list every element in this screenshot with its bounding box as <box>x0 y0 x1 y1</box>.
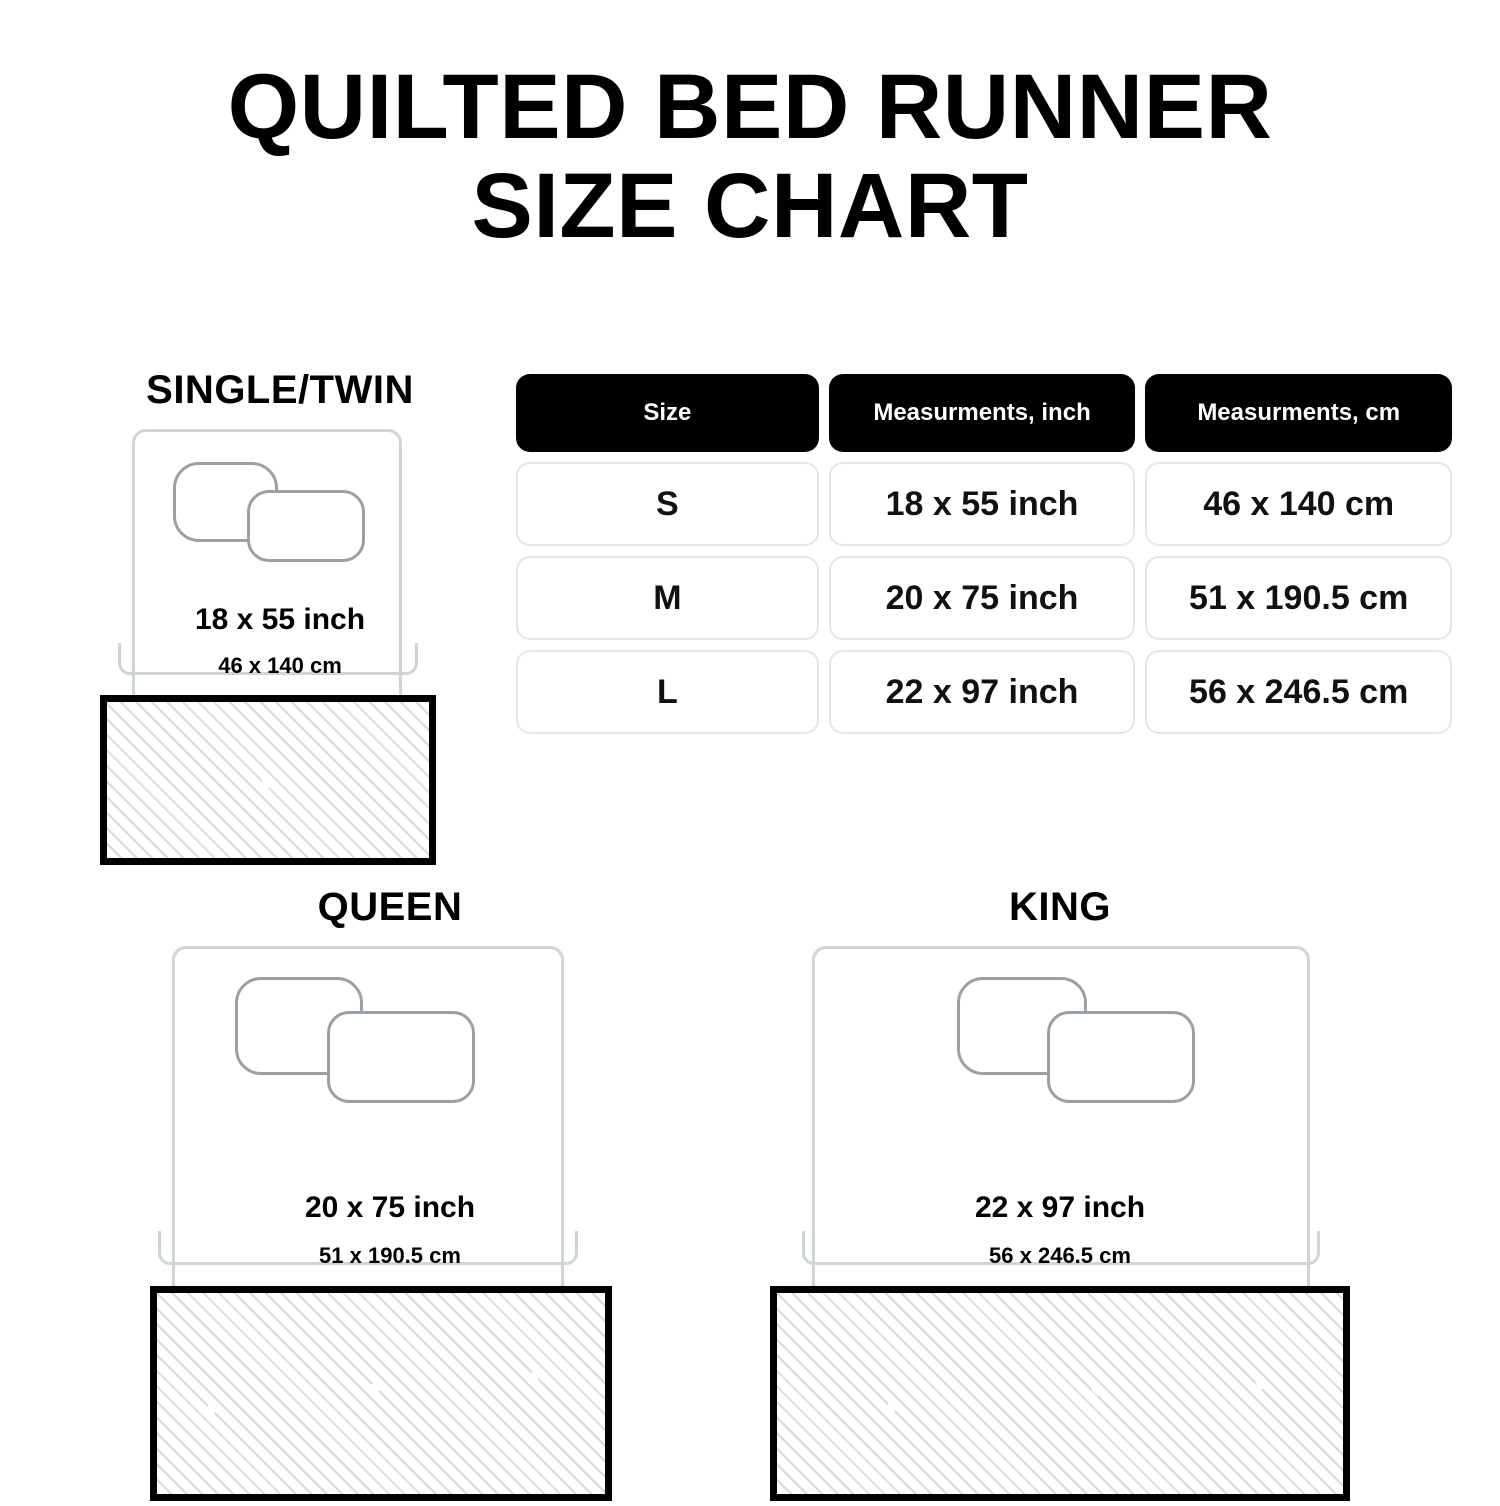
bed-runner <box>770 1286 1350 1501</box>
quilt-stitch-dot <box>1091 1383 1104 1396</box>
quilt-stitch-dot <box>885 1401 898 1414</box>
dim-inch-label: 20 x 75 inch <box>304 1191 476 1224</box>
title-line-1: QUILTED BED RUNNER <box>227 56 1273 158</box>
table-cell-cm: 46 x 140 cm <box>1145 462 1452 546</box>
table-header-inch: Measurments, inch <box>829 374 1136 452</box>
quilt-stitch-dot <box>1255 1377 1268 1390</box>
dim-inch-label: 18 x 55 inch <box>194 603 366 636</box>
table-header-row <box>516 374 1452 452</box>
bed-label-king: KING <box>1009 885 1111 929</box>
page-title <box>0 58 1500 257</box>
table-header-cm: Measurments, cm <box>1145 374 1452 452</box>
dim-cm-label: 51 x 190.5 cm <box>319 1243 461 1268</box>
bed-label-queen: QUEEN <box>317 885 463 929</box>
bed-diagram-king <box>760 885 1360 1506</box>
bed-runner <box>150 1286 612 1501</box>
bed-label-single-twin: SINGLE/TWIN <box>146 368 414 412</box>
quilt-stitch-dot <box>259 778 272 791</box>
table-cell-inch: 18 x 55 inch <box>829 462 1136 546</box>
table-cell-size: L <box>516 650 819 734</box>
pillow-front-icon <box>327 1011 475 1103</box>
quilt-stitch-dot <box>527 1371 540 1384</box>
dim-cm-label: 56 x 246.5 cm <box>989 1243 1131 1268</box>
table-cell-cm: 56 x 246.5 cm <box>1145 650 1452 734</box>
dim-cm-label: 46 x 140 cm <box>218 653 342 678</box>
pillow-front-icon <box>247 490 365 562</box>
pillow-front-icon <box>1047 1011 1195 1103</box>
title-line-2: SIZE CHART <box>471 155 1029 258</box>
bed-diagram-queen <box>150 885 630 1506</box>
table-cell-size: S <box>516 462 819 546</box>
table-header-size: Size <box>516 374 819 452</box>
table-cell-size: M <box>516 556 819 640</box>
quilt-stitch-dot <box>205 1403 218 1416</box>
table-row <box>516 556 1452 640</box>
dim-inch-label: 22 x 97 inch <box>974 1191 1146 1224</box>
table-row <box>516 650 1452 734</box>
quilt-stitch-dot <box>367 1383 380 1396</box>
bed-runner <box>100 695 436 865</box>
bed-diagram-single-twin <box>100 368 460 859</box>
size-table <box>516 374 1452 744</box>
table-cell-cm: 51 x 190.5 cm <box>1145 556 1452 640</box>
table-cell-inch: 20 x 75 inch <box>829 556 1136 640</box>
table-cell-inch: 22 x 97 inch <box>829 650 1136 734</box>
table-row <box>516 462 1452 546</box>
